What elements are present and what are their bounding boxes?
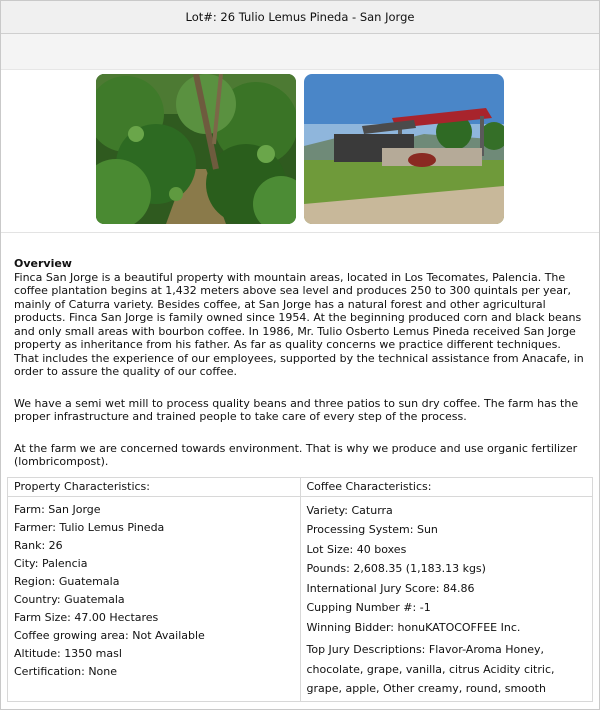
coffee-row: Lot Size: 40 boxes	[306, 542, 407, 556]
coffee-row-jury-descriptions: Top Jury Descriptions: Flavor-Aroma Honey, chocolate, grape, vanilla, citrus Acidity citric, grape, apple, Other creamy, round, smooth	[306, 643, 555, 695]
property-row: Farmer: Tulio Lemus Pineda	[14, 520, 165, 534]
overview-section	[1, 232, 599, 469]
coffee-row: Cupping Number #: -1	[306, 601, 431, 614]
property-characteristics-header: Property Characteristics:	[8, 478, 300, 497]
coffee-plants-photo[interactable]	[96, 74, 296, 224]
farm-patio-building-photo[interactable]	[304, 74, 504, 224]
coffee-characteristics-header: Coffee Characteristics:	[301, 478, 593, 497]
coffee-row: Processing System: Sun	[306, 523, 438, 536]
property-row: Certification: None	[14, 664, 118, 678]
photo-strip	[1, 70, 599, 226]
coffee-row: Pounds: 2,608.35 (1,183.13 kgs)	[306, 562, 486, 575]
overview-paragraph: Finca San Jorge is a beautiful property with mountain areas, located in Los Tecomates, Palencia. The coffee plantation begins at 1,432 meters above sea level and produces 250 to 300 quintals per year, mainly of Caturra variety. Besides coffee, at San Jorge has a natural forest and other agricultural products. Finca San Jorge is family owned since 1954. At the beginning produced corn and black beans and only small areas with bourbon coffee. In 1986, Mr. Tulio Osberto Lemus Pineda received San Jorge property as inheritance from his father. As far as quality concerns we practice different techniques. That includes the experience of our employees, supported by the technical assistance from Anacafe, in order to assure the quality of our coffee.	[14, 270, 584, 378]
property-row: Country: Guatemala	[14, 592, 125, 606]
coffee-characteristics	[300, 478, 593, 701]
property-row: Farm Size: 47.00 Hectares	[14, 610, 159, 624]
overview-paragraph: We have a semi wet mill to process quality beans and three patios to sun dry coffee. The farm has the proper infrastructure and trained people to take care of every step of the process.	[14, 396, 579, 423]
overview-heading: Overview	[14, 257, 72, 270]
coffee-row: Variety: Caturra	[306, 503, 393, 517]
title-subbar	[1, 34, 599, 70]
property-row: Altitude: 1350 masl	[14, 646, 122, 660]
property-row: Farm: San Jorge	[14, 502, 101, 516]
property-row: Rank: 26	[14, 538, 63, 552]
coffee-row: Winning Bidder: honuKATOCOFFEE Inc.	[306, 620, 521, 634]
property-row: Region: Guatemala	[14, 574, 120, 588]
coffee-row: International Jury Score: 84.86	[306, 581, 475, 595]
property-row: City: Palencia	[14, 556, 88, 570]
overview-paragraph: At the farm we are concerned towards environment. That is why we produce and use organic fertilizer (lombricompost).	[14, 441, 578, 468]
property-characteristics	[8, 478, 300, 701]
characteristics-table	[7, 477, 593, 702]
property-row: Coffee growing area: Not Available	[14, 628, 205, 642]
lot-title: Lot#: 26 Tulio Lemus Pineda - San Jorge	[1, 1, 599, 34]
